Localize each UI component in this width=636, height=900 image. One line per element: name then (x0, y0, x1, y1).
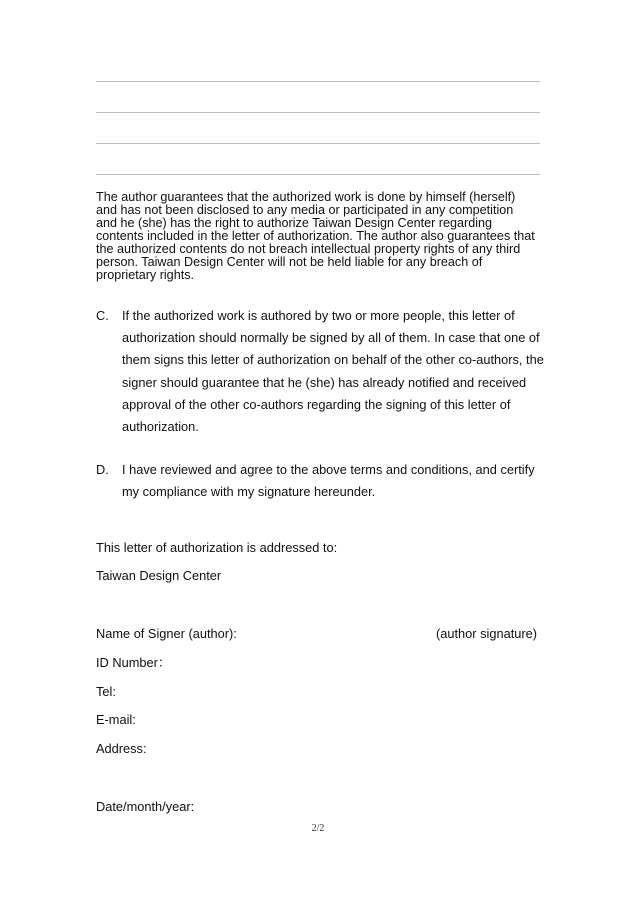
guarantee-paragraph (96, 191, 546, 282)
email-label: E-mail: (96, 712, 136, 727)
blank-line-2 (96, 112, 540, 113)
date-label: Date/month/year: (96, 799, 195, 814)
author-signature-label: (author signature) (436, 626, 538, 641)
blank-line-1 (96, 81, 540, 82)
paragraph-line: and he (she) has the right to authorize Taiwan Design Center regarding (96, 216, 493, 230)
clause-marker: C. (96, 308, 109, 323)
clause-line: authorization. (122, 419, 199, 435)
clause-text (122, 305, 546, 438)
paragraph-line: the authorized contents do not breach intellectual property rights of any third (96, 242, 521, 256)
page-number: 2/2 (311, 823, 325, 834)
clause-text (122, 459, 546, 503)
clause-line: I have reviewed and agree to the above terms and conditions, and certify (122, 462, 535, 477)
tel-label: Tel: (96, 684, 116, 699)
clause-line: them signs this letter of authorization on behalf of the other co-authors, the (122, 352, 544, 368)
paragraph-line: and has not been disclosed to any media or participated in any competition (96, 203, 514, 217)
paragraph-line: contents included in the letter of authorization. The author also guarantees that (96, 229, 535, 243)
id-number-label: ID Number： (96, 655, 171, 670)
address-label: Address: (96, 741, 147, 756)
signer-name-label: Name of Signer (author): (96, 626, 237, 641)
paragraph-line: The author guarantees that the authorized work is done by himself (herself) (96, 190, 516, 204)
clause-line: If the authorized work is authored by two or more people, this letter of (122, 308, 515, 323)
clause-line: authorization should normally be signed by all of them. In case that one of (122, 330, 540, 346)
blank-line-3 (96, 143, 540, 144)
paragraph-line: proprietary rights. (96, 268, 194, 282)
addressee: Taiwan Design Center (96, 568, 222, 583)
clause-line: approval of the other co-authors regarding the signing of this letter of (122, 396, 511, 412)
clause-line: signer should guarantee that he (she) has already notified and received (122, 374, 527, 390)
paragraph-line: person. Taiwan Design Center will not be held liable for any breach of (96, 255, 483, 269)
clause-marker: D. (96, 462, 109, 477)
clause-line: my compliance with my signature hereunder. (122, 484, 376, 500)
addressed-to-label: This letter of authorization is addressed to: (96, 540, 338, 555)
blank-line-4 (96, 174, 540, 175)
